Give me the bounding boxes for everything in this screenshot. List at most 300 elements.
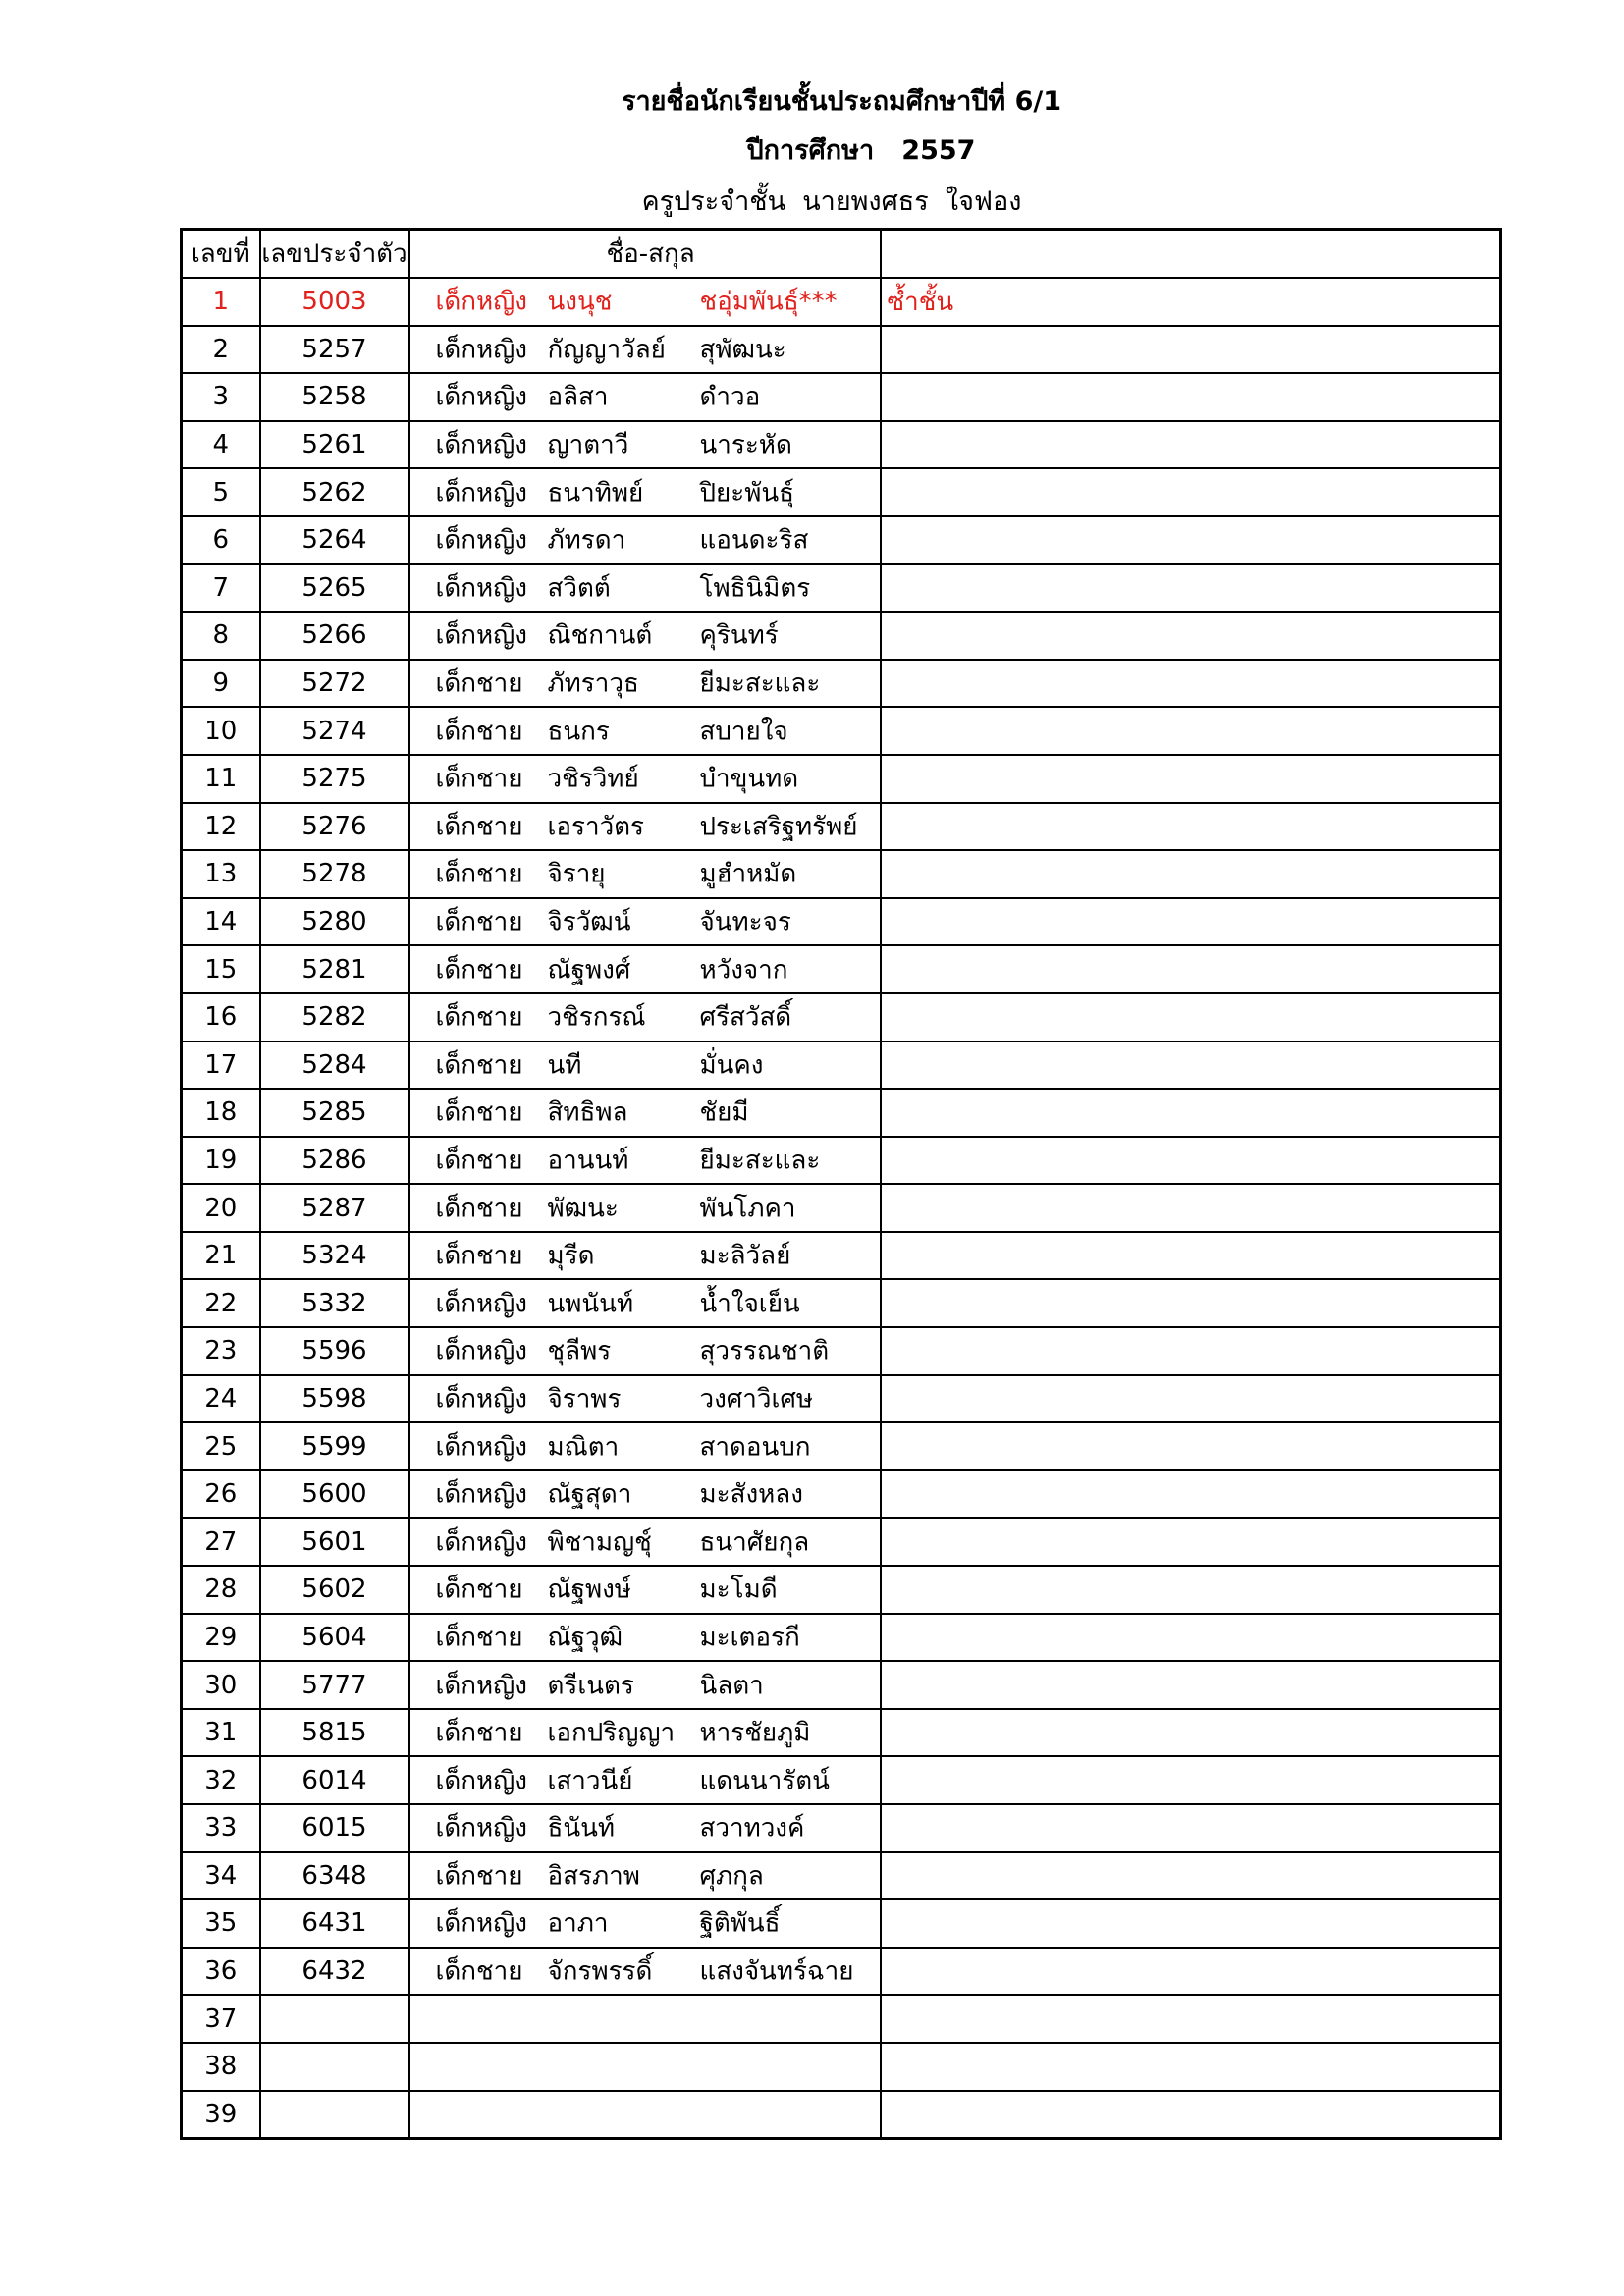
- name-prefix: เด็กหญิง: [435, 1289, 528, 1319]
- row-number: 9: [182, 660, 260, 708]
- first-name: นงนุช: [547, 287, 613, 317]
- last-name: ชัยมี: [699, 1097, 749, 1128]
- table-row: [182, 1375, 1501, 1423]
- last-name: มะเตอรกี: [699, 1623, 800, 1653]
- student-name: [409, 1327, 881, 1375]
- table-row: [182, 1518, 1501, 1566]
- row-number: 1: [182, 278, 260, 326]
- student-note: [881, 803, 1501, 851]
- last-name: แสงจันทร์ฉาย: [699, 1956, 854, 1987]
- student-name: [409, 612, 881, 660]
- table-row: [182, 898, 1501, 946]
- student-id: 5266: [260, 612, 409, 660]
- first-name: ญาตาวี: [547, 430, 629, 460]
- student-note: [881, 1899, 1501, 1948]
- student-id: 6431: [260, 1899, 409, 1948]
- student-name: [409, 993, 881, 1041]
- student-id: [260, 1995, 409, 2043]
- first-name: ณัฐพงศ์: [547, 955, 631, 986]
- student-id: 5286: [260, 1137, 409, 1185]
- last-name: หารชัยภูมิ: [699, 1718, 811, 1748]
- student-note: [881, 326, 1501, 374]
- student-name: [409, 326, 881, 374]
- student-note: [881, 898, 1501, 946]
- student-name: [409, 898, 881, 946]
- student-id: 5602: [260, 1566, 409, 1614]
- row-number: 36: [182, 1948, 260, 1996]
- last-name: สบายใจ: [699, 717, 788, 747]
- table-row: [182, 707, 1501, 755]
- table-row: [182, 1709, 1501, 1757]
- name-prefix: เด็กหญิง: [435, 430, 528, 460]
- row-number: 34: [182, 1852, 260, 1900]
- last-name: มะลิวัลย์: [699, 1241, 791, 1271]
- name-prefix: เด็กหญิง: [435, 1432, 528, 1463]
- row-number: 33: [182, 1804, 260, 1852]
- last-name: โพธินิมิตร: [699, 573, 811, 604]
- academic-year: ปีการศึกษา 2557: [746, 135, 976, 166]
- student-name: [409, 1804, 881, 1852]
- first-name: มณิตา: [547, 1432, 620, 1463]
- table-row: [182, 1422, 1501, 1470]
- last-name: มูฮำหมัด: [699, 859, 797, 889]
- last-name: สุพัฒนะ: [699, 335, 786, 365]
- last-name: มั่นคง: [699, 1050, 764, 1081]
- table-row: [182, 993, 1501, 1041]
- student-id: 5285: [260, 1089, 409, 1137]
- student-name: [409, 373, 881, 421]
- first-name: อลิสา: [547, 382, 609, 412]
- first-name: พิชามญชุ์: [547, 1527, 652, 1558]
- row-number: 16: [182, 993, 260, 1041]
- student-name: [409, 1184, 881, 1232]
- first-name: ตรีเนตร: [547, 1671, 634, 1701]
- row-number: 32: [182, 1756, 260, 1804]
- table-row: [182, 1899, 1501, 1948]
- student-note: [881, 1422, 1501, 1470]
- column-header-note: [881, 230, 1501, 279]
- last-name: จันทะจร: [699, 907, 791, 937]
- name-prefix: เด็กชาย: [435, 1241, 523, 1271]
- table-row: [182, 612, 1501, 660]
- roster-body: [182, 278, 1501, 2139]
- last-name: แอนดะริส: [699, 525, 809, 556]
- student-name: [409, 945, 881, 993]
- row-number: 6: [182, 516, 260, 564]
- student-id: 5280: [260, 898, 409, 946]
- first-name: จักรพรรดิ์: [547, 1956, 653, 1987]
- first-name: สิทธิพล: [547, 1097, 628, 1128]
- name-prefix: เด็กชาย: [435, 1097, 523, 1128]
- table-row: [182, 278, 1501, 326]
- table-row: [182, 1661, 1501, 1709]
- name-prefix: เด็กหญิง: [435, 382, 528, 412]
- student-name: [409, 1709, 881, 1757]
- student-name: [409, 707, 881, 755]
- row-number: 15: [182, 945, 260, 993]
- student-name: [409, 1614, 881, 1662]
- last-name: ชอุ่มพันธุ์***: [699, 287, 838, 317]
- student-name: [409, 1375, 881, 1423]
- student-id: 5258: [260, 373, 409, 421]
- student-note: [881, 1470, 1501, 1519]
- student-note: [881, 373, 1501, 421]
- table-row: [182, 1232, 1501, 1280]
- table-row: [182, 1948, 1501, 1996]
- student-id: 6432: [260, 1948, 409, 1996]
- student-name: [409, 755, 881, 803]
- student-id: 5262: [260, 468, 409, 516]
- student-note: [881, 993, 1501, 1041]
- first-name: เอกปริญญา: [547, 1718, 676, 1748]
- name-prefix: เด็กชาย: [435, 1002, 523, 1033]
- student-id: 5275: [260, 755, 409, 803]
- first-name: วชิรวิทย์: [547, 764, 639, 794]
- table-row: [182, 660, 1501, 708]
- student-name: [409, 1470, 881, 1519]
- row-number: 4: [182, 421, 260, 469]
- row-number: 39: [182, 2091, 260, 2139]
- table-row: [182, 1470, 1501, 1519]
- student-note: [881, 1089, 1501, 1137]
- name-prefix: เด็กหญิง: [435, 1766, 528, 1796]
- row-number: 22: [182, 1279, 260, 1327]
- row-number: 12: [182, 803, 260, 851]
- last-name: คุรินทร์: [699, 620, 779, 651]
- first-name: พัฒนะ: [547, 1194, 619, 1224]
- table-row: [182, 1089, 1501, 1137]
- name-prefix: เด็กหญิง: [435, 1671, 528, 1701]
- student-name: [409, 1661, 881, 1709]
- student-note: [881, 2091, 1501, 2139]
- first-name: สวิตต์: [547, 573, 611, 604]
- student-name: [409, 1089, 881, 1137]
- first-name: อิสรภาพ: [547, 1861, 640, 1892]
- row-number: 35: [182, 1899, 260, 1948]
- table-row: [182, 755, 1501, 803]
- student-id: 5601: [260, 1518, 409, 1566]
- student-name: [409, 660, 881, 708]
- last-name: ธนาศัยกุล: [699, 1527, 810, 1558]
- student-note: [881, 850, 1501, 898]
- row-number: 38: [182, 2043, 260, 2091]
- row-number: 14: [182, 898, 260, 946]
- student-id: 5598: [260, 1375, 409, 1423]
- student-note: [881, 2043, 1501, 2091]
- last-name: พันโภคา: [699, 1194, 796, 1224]
- first-name: เอราวัตร: [547, 812, 645, 842]
- student-name: [409, 1995, 881, 2043]
- table-row: [182, 1279, 1501, 1327]
- first-name: ภัทราวุธ: [547, 668, 639, 699]
- table-row: [182, 1327, 1501, 1375]
- last-name: ยีมะสะและ: [699, 1146, 821, 1176]
- name-prefix: เด็กชาย: [435, 812, 523, 842]
- student-name: [409, 850, 881, 898]
- student-id: 5272: [260, 660, 409, 708]
- table-header-row: [182, 230, 1501, 279]
- row-number: 10: [182, 707, 260, 755]
- first-name: วชิรกรณ์: [547, 1002, 646, 1033]
- name-prefix: เด็กหญิง: [435, 620, 528, 651]
- table-row: [182, 2043, 1501, 2091]
- table-row: [182, 1756, 1501, 1804]
- first-name: ธนกร: [547, 717, 610, 747]
- last-name: ยีมะสะและ: [699, 668, 821, 699]
- row-number: 37: [182, 1995, 260, 2043]
- student-name: [409, 1232, 881, 1280]
- student-note: [881, 612, 1501, 660]
- row-number: 31: [182, 1709, 260, 1757]
- last-name: นาระหัด: [699, 430, 792, 460]
- first-name: นพนันท์: [547, 1289, 634, 1319]
- student-id: 5274: [260, 707, 409, 755]
- row-number: 13: [182, 850, 260, 898]
- student-note: ซ้ำชั้น: [881, 278, 1501, 326]
- name-prefix: เด็กชาย: [435, 1718, 523, 1748]
- table-row: [182, 2091, 1501, 2139]
- name-prefix: เด็กหญิง: [435, 525, 528, 556]
- student-note: [881, 1184, 1501, 1232]
- student-note: [881, 1852, 1501, 1900]
- first-name: ณิชกานต์: [547, 620, 653, 651]
- student-id: 5265: [260, 564, 409, 613]
- student-id: 5264: [260, 516, 409, 564]
- last-name: ศุภกุล: [699, 1861, 764, 1892]
- student-note: [881, 1232, 1501, 1280]
- table-row: [182, 850, 1501, 898]
- row-number: 18: [182, 1089, 260, 1137]
- table-row: [182, 803, 1501, 851]
- student-id: 5281: [260, 945, 409, 993]
- name-prefix: เด็กหญิง: [435, 335, 528, 365]
- student-note: [881, 564, 1501, 613]
- name-prefix: เด็กชาย: [435, 955, 523, 986]
- student-note: [881, 1518, 1501, 1566]
- table-row: [182, 1852, 1501, 1900]
- student-name: [409, 1518, 881, 1566]
- student-note: [881, 1566, 1501, 1614]
- student-name: [409, 1041, 881, 1090]
- row-number: 24: [182, 1375, 260, 1423]
- table-row: [182, 326, 1501, 374]
- page-title: รายชื่อนักเรียนชั้นประถมศึกษาปีที่ 6/1: [621, 86, 1062, 117]
- name-prefix: เด็กหญิง: [435, 287, 528, 317]
- table-row: [182, 421, 1501, 469]
- table-row: [182, 373, 1501, 421]
- table-row: [182, 1041, 1501, 1090]
- first-name: ภัทรดา: [547, 525, 626, 556]
- row-number: 21: [182, 1232, 260, 1280]
- first-name: เสาวนีย์: [547, 1766, 633, 1796]
- first-name: กัญญาวัลย์: [547, 335, 666, 365]
- table-row: [182, 1137, 1501, 1185]
- last-name: แดนนารัตน์: [699, 1766, 830, 1796]
- student-note: [881, 1709, 1501, 1757]
- name-prefix: เด็กชาย: [435, 717, 523, 747]
- student-name: [409, 278, 881, 326]
- student-name: [409, 516, 881, 564]
- row-number: 11: [182, 755, 260, 803]
- last-name: สวาทวงค์: [699, 1813, 805, 1843]
- student-name: [409, 1899, 881, 1948]
- student-note: [881, 1614, 1501, 1662]
- student-note: [881, 755, 1501, 803]
- student-name: [409, 1852, 881, 1900]
- first-name: ธินันท์: [547, 1813, 616, 1843]
- student-note: [881, 1948, 1501, 1996]
- student-id: 6014: [260, 1756, 409, 1804]
- last-name: นิลตา: [699, 1671, 764, 1701]
- student-note: [881, 1995, 1501, 2043]
- last-name: สาดอนบก: [699, 1432, 811, 1463]
- first-name: นที: [547, 1050, 582, 1081]
- student-note: [881, 707, 1501, 755]
- last-name: มะโมดี: [699, 1575, 778, 1605]
- table-row: [182, 945, 1501, 993]
- student-note: [881, 945, 1501, 993]
- student-id: 5600: [260, 1470, 409, 1519]
- student-note: [881, 1756, 1501, 1804]
- row-number: 26: [182, 1470, 260, 1519]
- row-number: 2: [182, 326, 260, 374]
- student-name: [409, 1279, 881, 1327]
- last-name: บำขุนทด: [699, 764, 799, 794]
- first-name: ณัฐวุฒิ: [547, 1623, 623, 1653]
- row-number: 25: [182, 1422, 260, 1470]
- student-note: [881, 1661, 1501, 1709]
- student-id: [260, 2043, 409, 2091]
- name-prefix: เด็กหญิง: [435, 478, 528, 508]
- student-note: [881, 1804, 1501, 1852]
- name-prefix: เด็กชาย: [435, 907, 523, 937]
- name-prefix: เด็กชาย: [435, 1575, 523, 1605]
- table-row: [182, 1995, 1501, 2043]
- row-number: 19: [182, 1137, 260, 1185]
- student-id: 6348: [260, 1852, 409, 1900]
- student-id: 5257: [260, 326, 409, 374]
- first-name: จิราพร: [547, 1384, 622, 1415]
- row-number: 8: [182, 612, 260, 660]
- student-note: [881, 1375, 1501, 1423]
- table-row: [182, 1614, 1501, 1662]
- name-prefix: เด็กชาย: [435, 1956, 523, 1987]
- student-id: 5287: [260, 1184, 409, 1232]
- student-note: [881, 1327, 1501, 1375]
- student-id: 5282: [260, 993, 409, 1041]
- student-name: [409, 1948, 881, 1996]
- first-name: ธนาทิพย์: [547, 478, 644, 508]
- homeroom-teacher: ครูประจำชั้น นายพงศธร ใจฟอง: [641, 187, 1022, 217]
- student-note: [881, 1137, 1501, 1185]
- student-note: [881, 516, 1501, 564]
- student-name: [409, 1137, 881, 1185]
- first-name: อานนท์: [547, 1146, 629, 1176]
- student-id: 5815: [260, 1709, 409, 1757]
- row-number: 28: [182, 1566, 260, 1614]
- student-id: 5324: [260, 1232, 409, 1280]
- name-prefix: เด็กหญิง: [435, 1336, 528, 1366]
- last-name: มะสังหลง: [699, 1479, 803, 1510]
- last-name: ศรีสวัสดิ์: [699, 1002, 792, 1033]
- last-name: หวังจาก: [699, 955, 788, 986]
- student-name: [409, 1756, 881, 1804]
- student-id: 5284: [260, 1041, 409, 1090]
- student-id: 5278: [260, 850, 409, 898]
- student-note: [881, 468, 1501, 516]
- last-name: น้ำใจเย็น: [699, 1289, 800, 1319]
- student-name: [409, 564, 881, 613]
- row-number: 27: [182, 1518, 260, 1566]
- name-prefix: เด็กหญิง: [435, 1908, 528, 1939]
- student-id: 5777: [260, 1661, 409, 1709]
- table-row: [182, 516, 1501, 564]
- name-prefix: เด็กชาย: [435, 1623, 523, 1653]
- last-name: สุวรรณชาติ: [699, 1336, 830, 1366]
- row-number: 17: [182, 1041, 260, 1090]
- student-id: 5332: [260, 1279, 409, 1327]
- student-id: 5276: [260, 803, 409, 851]
- row-number: 20: [182, 1184, 260, 1232]
- first-name: ณัฐสุดา: [547, 1479, 632, 1510]
- table-row: [182, 1184, 1501, 1232]
- row-number: 23: [182, 1327, 260, 1375]
- last-name: วงศาวิเศษ: [699, 1384, 814, 1415]
- student-name: [409, 2091, 881, 2139]
- row-number: 29: [182, 1614, 260, 1662]
- first-name: จิรายุ: [547, 859, 606, 889]
- column-header-name: ชื่อ-สกุล: [409, 230, 881, 279]
- column-header-student-id: เลขประจำตัว: [260, 230, 409, 279]
- name-prefix: เด็กชาย: [435, 764, 523, 794]
- table-row: [182, 1566, 1501, 1614]
- name-prefix: เด็กชาย: [435, 1146, 523, 1176]
- name-prefix: เด็กชาย: [435, 859, 523, 889]
- first-name: ณัฐพงษ์: [547, 1575, 631, 1605]
- student-id: 5596: [260, 1327, 409, 1375]
- table-row: [182, 1804, 1501, 1852]
- student-note: [881, 1279, 1501, 1327]
- last-name: ฐิติพันธิ์: [699, 1908, 781, 1939]
- student-id: 5003: [260, 278, 409, 326]
- name-prefix: เด็กชาย: [435, 668, 523, 699]
- student-id: 5261: [260, 421, 409, 469]
- table-row: [182, 468, 1501, 516]
- student-name: [409, 421, 881, 469]
- name-prefix: เด็กหญิง: [435, 1384, 528, 1415]
- student-note: [881, 421, 1501, 469]
- name-prefix: เด็กชาย: [435, 1194, 523, 1224]
- name-prefix: เด็กชาย: [435, 1861, 523, 1892]
- column-header-number: เลขที่: [182, 230, 260, 279]
- last-name: ปิยะพันธุ์: [699, 478, 794, 508]
- row-number: 5: [182, 468, 260, 516]
- student-roster-table: [180, 228, 1502, 2140]
- first-name: อาภา: [547, 1908, 609, 1939]
- student-note: [881, 660, 1501, 708]
- student-name: [409, 468, 881, 516]
- name-prefix: เด็กหญิง: [435, 1813, 528, 1843]
- student-id: 6015: [260, 1804, 409, 1852]
- student-name: [409, 2043, 881, 2091]
- student-note: [881, 1041, 1501, 1090]
- row-number: 3: [182, 373, 260, 421]
- student-id: [260, 2091, 409, 2139]
- first-name: ชุลีพร: [547, 1336, 612, 1366]
- row-number: 30: [182, 1661, 260, 1709]
- name-prefix: เด็กหญิง: [435, 573, 528, 604]
- name-prefix: เด็กหญิง: [435, 1479, 528, 1510]
